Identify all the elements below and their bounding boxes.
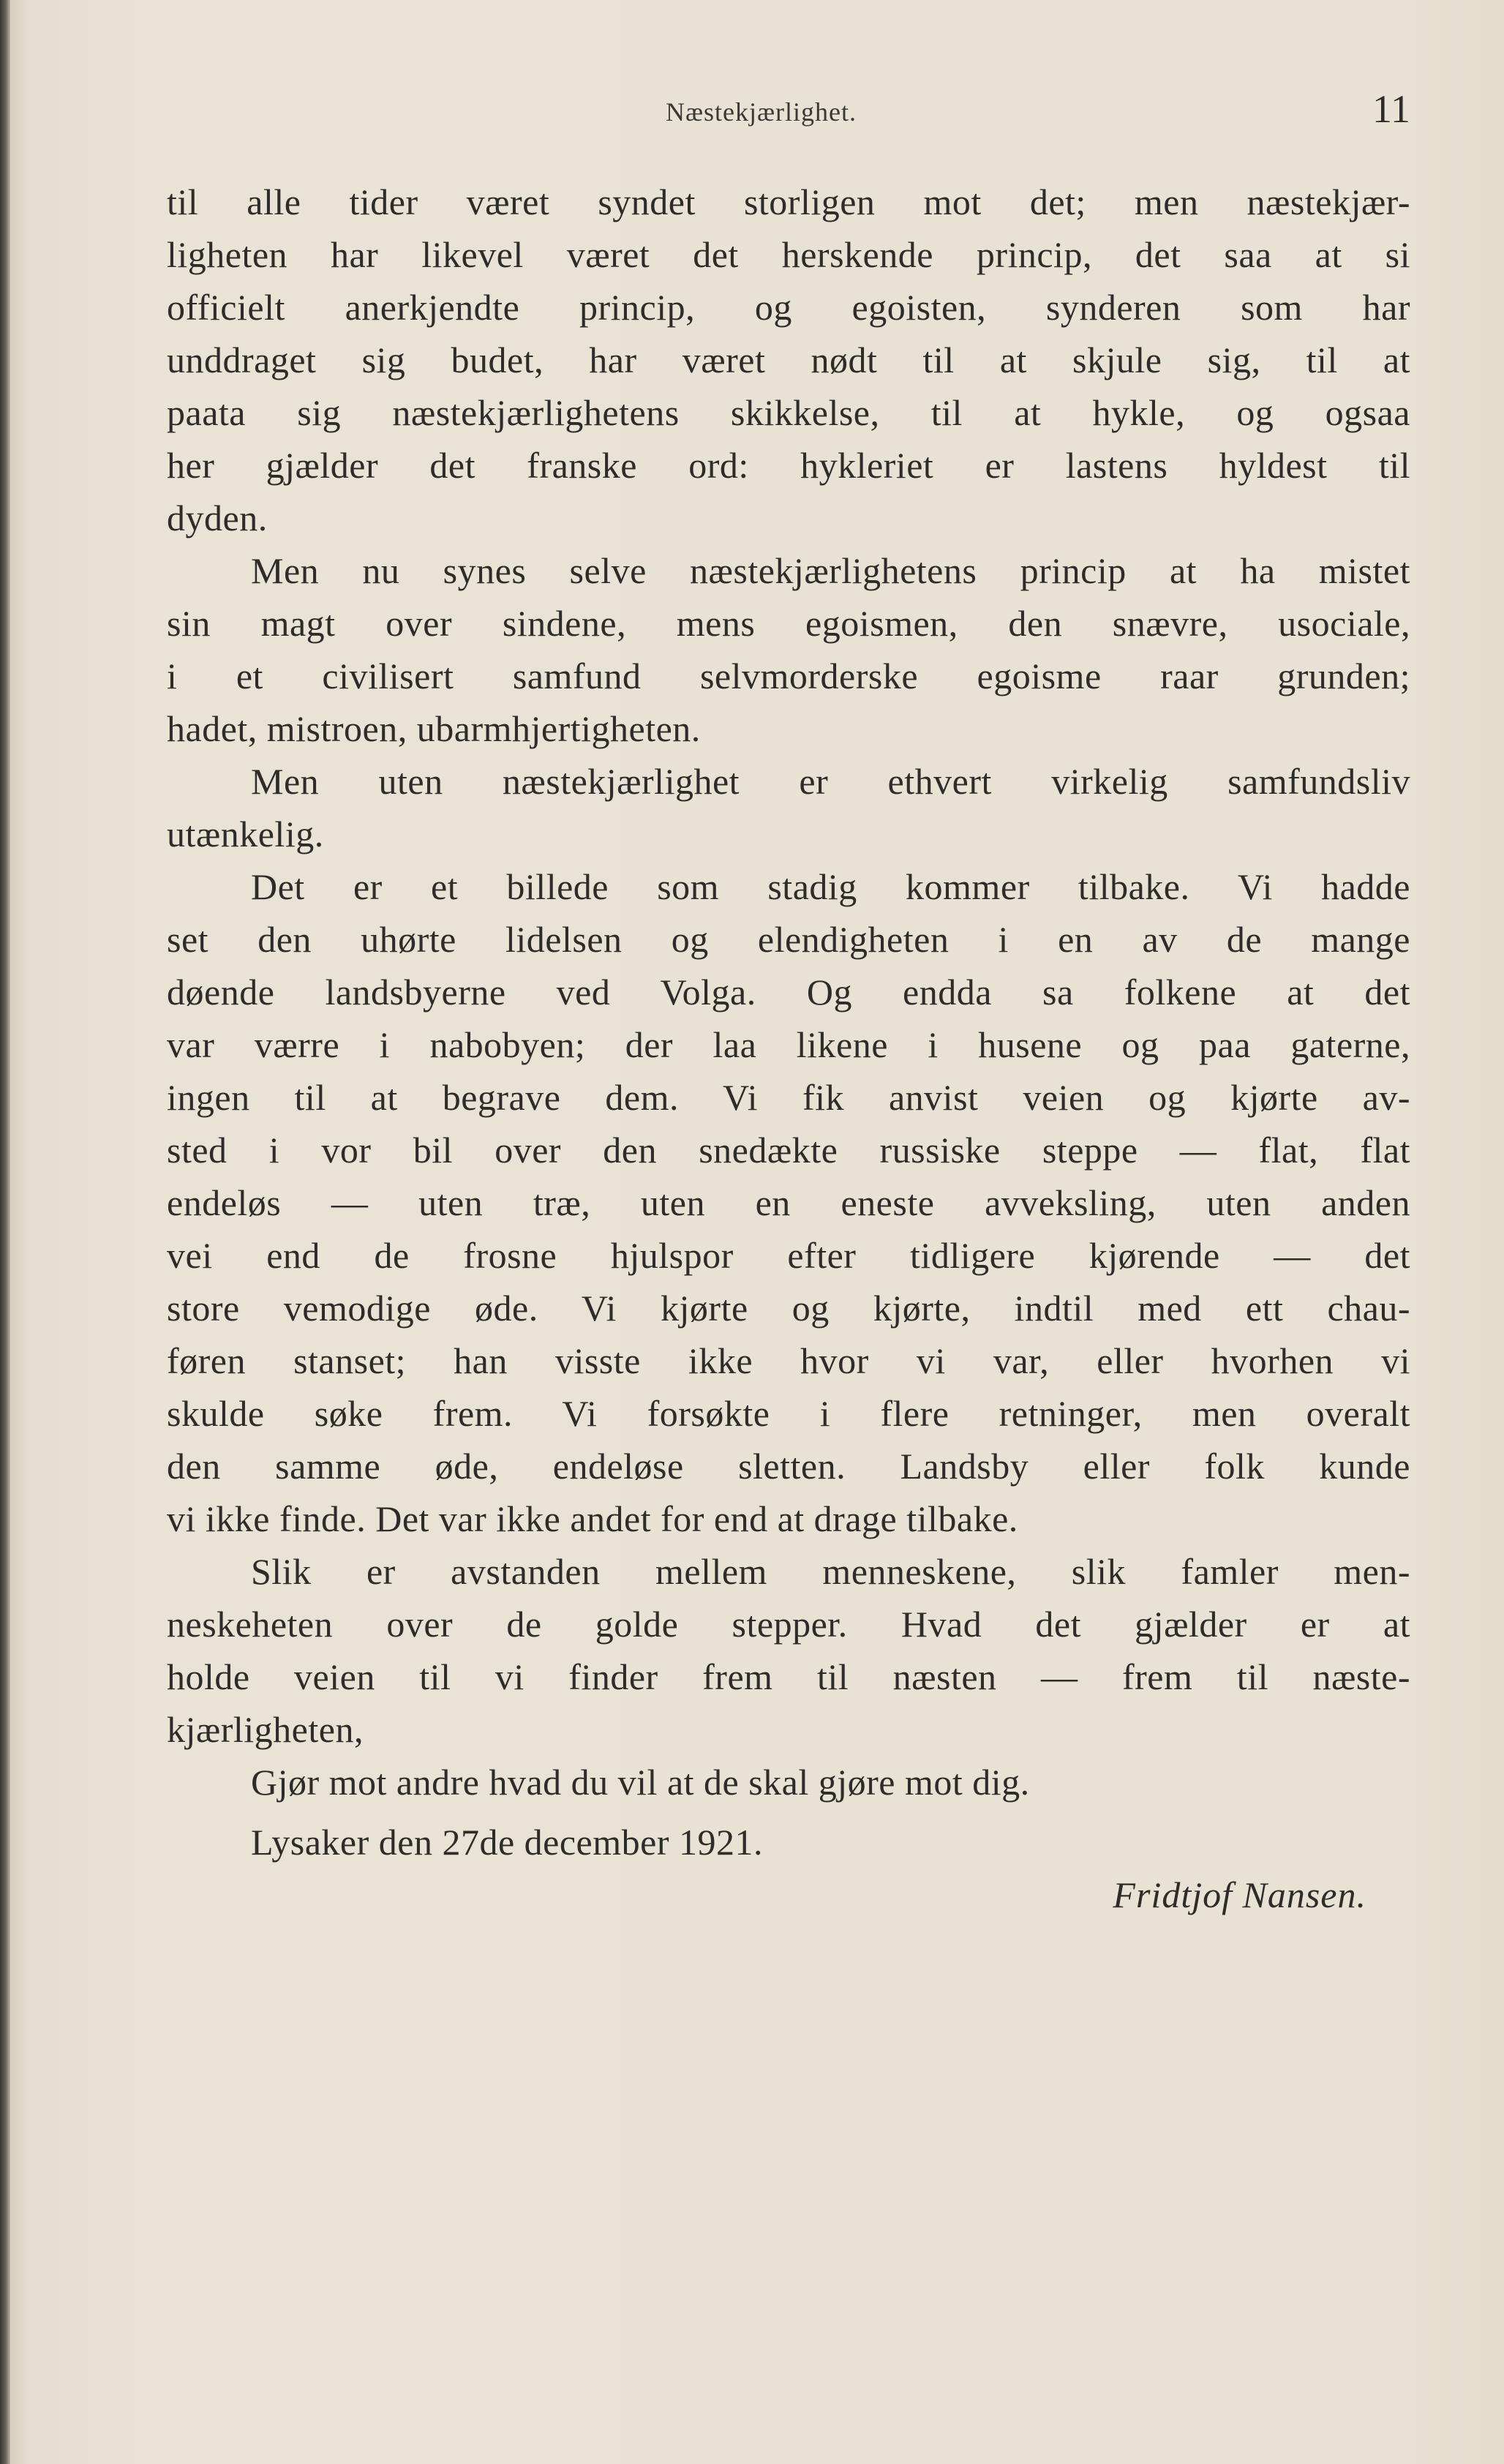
- text-line: Det er et billede som stadig kommer tilbake. Vi hadde: [251, 866, 1410, 907]
- text-line: her gjælder det franske ord: hykleriet er lastens hyldest til: [167, 445, 1410, 486]
- text-line: skulde søke frem. Vi forsøkte i flere retninger, men overalt: [167, 1393, 1410, 1434]
- text-line: dyden.: [167, 497, 268, 538]
- text-line: Slik er avstanden mellem menneskene, slik famler men-: [251, 1551, 1410, 1592]
- text-line: store vemodige øde. Vi kjørte og kjørte, indtil med ett chau-: [167, 1288, 1410, 1329]
- text-line: Gjør mot andre hvad du vil at de skal gjøre mot dig.: [251, 1762, 1030, 1803]
- running-title: Næstekjærlighet.: [666, 97, 857, 127]
- running-head: [0, 86, 1504, 138]
- text-line: var værre i nabobyen; der laa likene i husene og paa gaterne,: [167, 1024, 1410, 1065]
- book-spine-shadow: [0, 0, 10, 2464]
- text-line: Men nu synes selve næstekjærlighetens princip at ha mistet: [251, 550, 1410, 591]
- text-line: vi ikke finde. Det var ikke andet for end at drage tilbake.: [167, 1498, 1018, 1539]
- text-line: set den uhørte lidelsen og elendigheten i en av de mange: [167, 919, 1410, 960]
- text-line: ligheten har likevel været det herskende princip, det saa at si: [167, 234, 1410, 275]
- signature: Fridtjof Nansen.: [1113, 1874, 1366, 1915]
- text-line: til alle tider været syndet storligen mot det; men næstekjær-: [167, 181, 1410, 222]
- text-line: holde veien til vi finder frem til næsten — frem til næste-: [167, 1656, 1410, 1697]
- text-line: Men uten næstekjærlighet er ethvert virkelig samfundsliv: [251, 761, 1410, 802]
- text-line: i et civilisert samfund selvmorderske egoisme raar grunden;: [167, 656, 1410, 696]
- text-line: sted i vor bil over den snedækte russiske steppe — flat, flat: [167, 1130, 1410, 1171]
- body-text: [167, 176, 1410, 1921]
- text-line: endeløs — uten træ, uten en eneste avveksling, uten anden: [167, 1182, 1410, 1223]
- text-line: føren stanset; han visste ikke hvor vi var, eller hvorhen vi: [167, 1340, 1410, 1381]
- text-line: hadet, mistroen, ubarmhjertigheten.: [167, 708, 701, 749]
- text-line: kjærligheten,: [167, 1709, 364, 1750]
- text-line: unddraget sig budet, har været nødt til at skjule sig, til at: [167, 339, 1410, 380]
- text-line: officielt anerkjendte princip, og egoisten, synderen som har: [167, 287, 1410, 328]
- text-line: sin magt over sindene, mens egoismen, den snævre, usociale,: [167, 603, 1410, 644]
- text-line: døende landsbyerne ved Volga. Og endda sa folkene at det: [167, 972, 1410, 1013]
- dateline: Lysaker den 27de december 1921.: [251, 1822, 763, 1863]
- text-line: neskeheten over de golde stepper. Hvad det gjælder er at: [167, 1604, 1410, 1645]
- text-line: ingen til at begrave dem. Vi fik anvist veien og kjørte av-: [167, 1077, 1410, 1118]
- text-line: utænkelig.: [167, 814, 324, 854]
- page-number: 11: [1372, 87, 1410, 131]
- text-line: vei end de frosne hjulspor efter tidligere kjørende — det: [167, 1235, 1410, 1276]
- spacer: [167, 1808, 1410, 1816]
- text-line: paata sig næstekjærlighetens skikkelse, til at hykle, og ogsaa: [167, 392, 1410, 433]
- text-line: den samme øde, endeløse sletten. Landsby eller folk kunde: [167, 1446, 1410, 1487]
